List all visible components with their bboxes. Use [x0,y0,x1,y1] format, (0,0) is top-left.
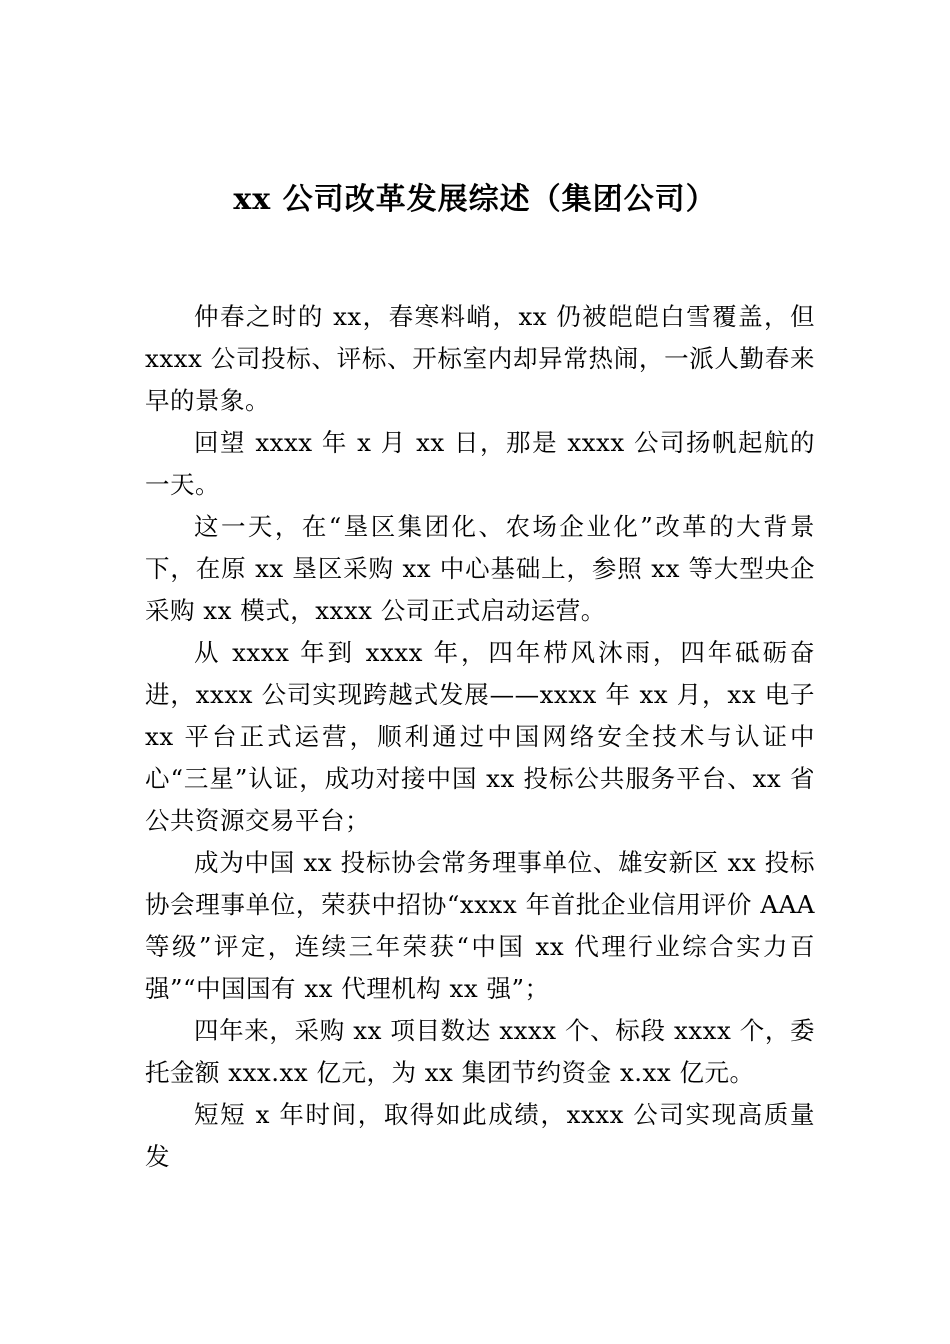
paragraph: 四年来，采购 xx 项目数达 xxxx 个、标段 xxxx 个，委托金额 xxx.xx 亿元，为 xx 集团节约资金 x.xx 亿元。 [145,1016,815,1087]
paragraph: 回望 xxxx 年 x 月 xx 日，那是 xxxx 公司扬帆起航的一天。 [145,428,815,499]
document-title: xx 公司改革发展综述（集团公司） [233,182,717,217]
paragraph: 短短 x 年时间，取得如此成绩，xxxx 公司实现高质量发 [145,1100,815,1171]
document-body [145,296,815,1178]
paragraph: 仲春之时的 xx，春寒料峭，xx 仍被皑皑白雪覆盖，但 xxxx 公司投标、评标、开标室内却异常热闹，一派人勤春来早的景象。 [145,302,815,415]
paragraph: 成为中国 xx 投标协会常务理事单位、雄安新区 xx 投标协会理事单位，荣获中招协“xxxx 年首批企业信用评价 AAA 等级”评定，连续三年荣获“中国 xx 代理行业综合实力百强”“中国国有 xx 代理机构 xx 强”； [145,848,815,1003]
paragraph: 这一天，在“垦区集团化、农场企业化”改革的大背景下，在原 xx 垦区采购 xx 中心基础上，参照 xx 等大型央企采购 xx 模式，xxxx 公司正式启动运营。 [145,512,815,625]
paragraph: 从 xxxx 年到 xxxx 年，四年栉风沐雨，四年砥砺奋进，xxxx 公司实现跨越式发展——xxxx 年 xx 月，xx 电子 xx 平台正式运营，顺利通过中国网络安全技术与认证中心“三星”认证，成功对接中国 xx 投标公共服务平台、xx 省公共资源交易平台； [145,638,815,835]
